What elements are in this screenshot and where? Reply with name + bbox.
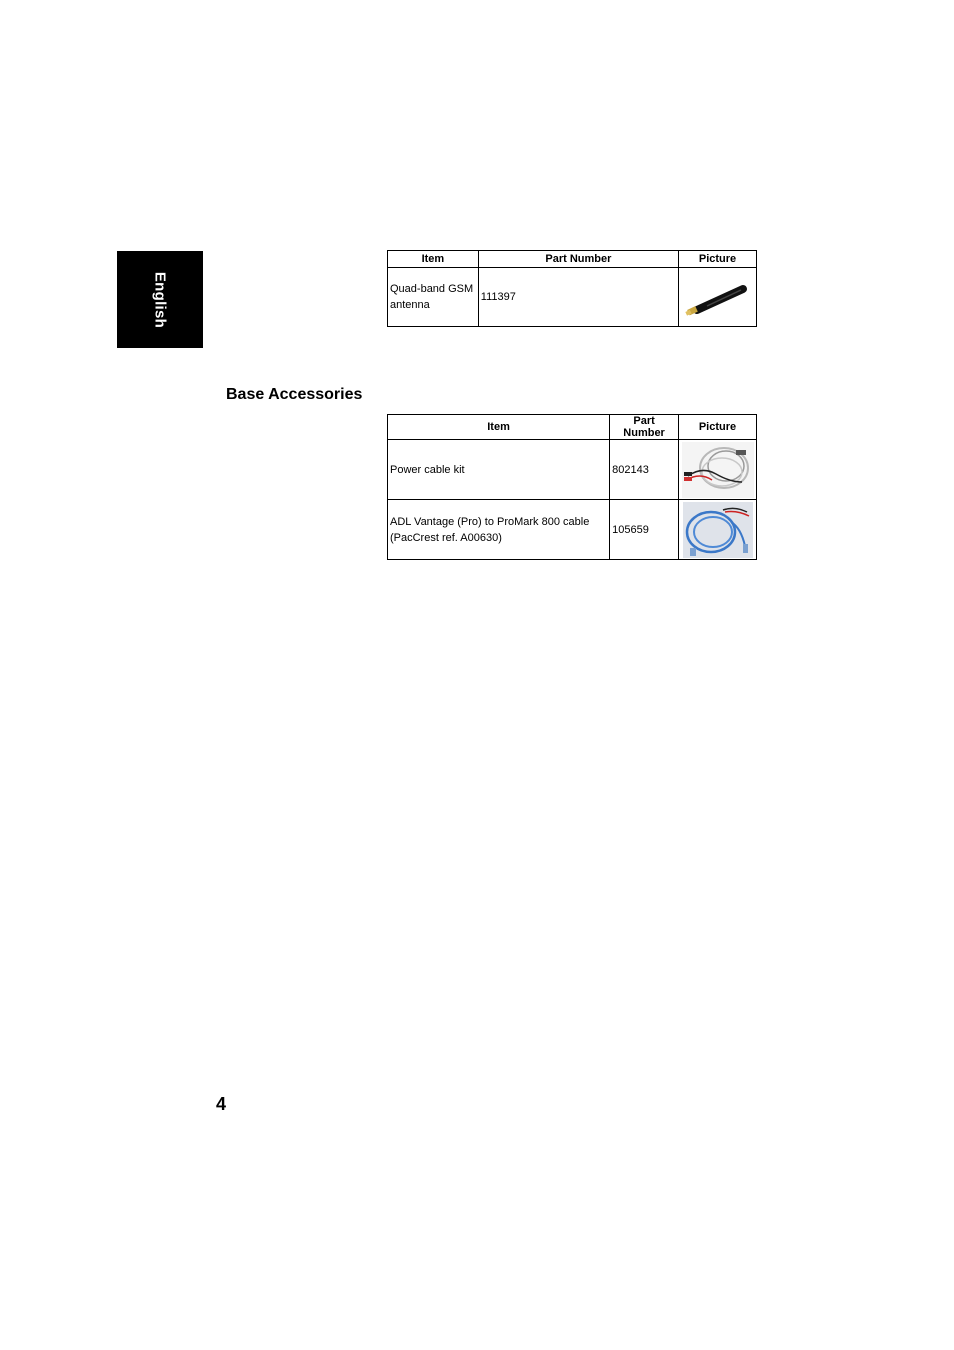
table-header-row <box>388 415 757 440</box>
column-header-item: Item <box>388 415 610 440</box>
part-number-cell: 802143 <box>610 440 679 500</box>
table-row <box>388 268 757 327</box>
table-header-row <box>388 251 757 268</box>
language-tab-label: English <box>151 271 169 328</box>
column-header-item: Item <box>388 251 479 268</box>
power-cable-kit-image <box>682 442 754 498</box>
gsm-accessories-table <box>387 250 757 327</box>
table-row <box>388 440 757 500</box>
picture-cell <box>679 440 757 500</box>
table-row <box>388 500 757 560</box>
column-header-picture: Picture <box>679 251 757 268</box>
column-header-picture: Picture <box>679 415 757 440</box>
language-tab <box>117 251 203 348</box>
column-header-part-number: Part Number <box>610 415 679 440</box>
part-number-cell: 105659 <box>610 500 679 560</box>
item-cell: Quad-band GSM antenna <box>388 268 479 327</box>
item-cell: Power cable kit <box>388 440 610 500</box>
base-accessories-table <box>387 414 757 560</box>
page-number: 4 <box>216 1094 227 1114</box>
part-number-cell: 111397 <box>478 268 678 327</box>
gsm-antenna-image <box>685 277 751 317</box>
adl-vantage-cable-image <box>683 502 753 558</box>
picture-cell <box>679 500 757 560</box>
section-heading: Base Accessories <box>226 386 363 403</box>
item-cell: ADL Vantage (Pro) to ProMark 800 cable (PacCrest ref. A00630) <box>388 500 610 560</box>
picture-cell <box>679 268 757 327</box>
column-header-part-number: Part Number <box>478 251 678 268</box>
